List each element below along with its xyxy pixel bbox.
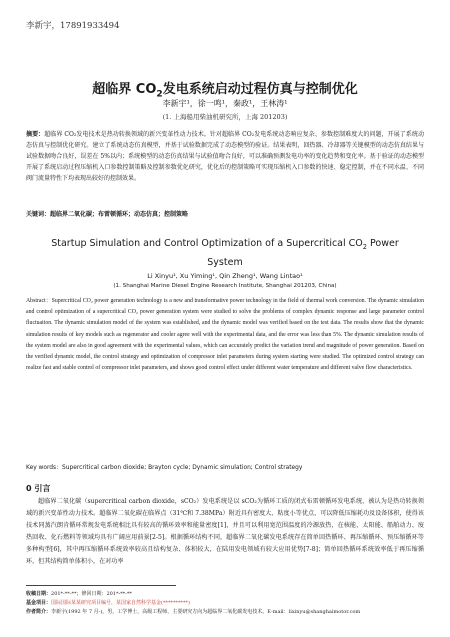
footnote-fund bbox=[26, 599, 424, 608]
abstract-cn bbox=[26, 129, 424, 184]
affiliation-cn: (1. 上海船用柴油机研究所，上海 201203) bbox=[162, 113, 288, 121]
title-cn-pre: 超临界 CO bbox=[92, 82, 157, 97]
abstract-en-label: Abstract： bbox=[26, 298, 52, 304]
intro-paragraph: 超临界二氧化碳（supercritical carbon dioxide，sCO₂）发电系统是以 sCO₂为循环工质的闭式布雷顿循环发电系统，被认为是热功转换领域的新兴变革性动力技术。超临界二氧化碳在临界点（31℃和 7.38MPa）附近具有密度大、粘度小等优点，可以降低压缩耗功及设备体积，使得该技术同蒸汽朗肯循环常规发电系统相比具有较高的循环效率和能量密度[1]，并且可以利用宽范围温度的冷源放热，在核能、太阳能、船舶动力、废热回收、化石燃料等领域均具有广阔应用前景[2-5]。根据循环结构不同，超临界二氧化碳发电系统存在简单回热循环、再压缩循环、预压缩循环等多种构型[6]，其中再压缩循环系统效率较高且结构复杂、体积较大，在陆用发电领域有较大应用优势[7-8]；简单回热循环系统效率低于再压缩循环，但其结构简单体积小，在对功率 bbox=[26, 498, 424, 566]
received-label: 收稿日期： bbox=[26, 591, 52, 597]
title-en bbox=[40, 236, 410, 271]
keywords-en-label: Key words： bbox=[26, 465, 62, 471]
abstract-cn-label: 摘要： bbox=[26, 131, 45, 138]
author-text: 李新宇(1992 年 7 月-)，男，工学博士，高级工程师，主要研究方向为超临界二氧化碳发电技术。E-mail：lixinyu@shanghaimotor.com bbox=[51, 609, 361, 615]
title-en-sub: 2 bbox=[362, 242, 368, 251]
fund-text: 国际国际某某研究项目编号，某国家自然科学基金(**********) bbox=[51, 600, 190, 606]
received-text: 201*-**-**；修回日期：201*-**-** bbox=[51, 591, 132, 597]
keywords-en bbox=[26, 462, 424, 471]
title-en-pre: Startup Simulation and Control Optimization of a Supercritical CO bbox=[51, 238, 363, 249]
title-en-post: Power System bbox=[207, 238, 399, 268]
footnote-received bbox=[26, 590, 424, 599]
section-heading-intro: 0 引言 bbox=[26, 484, 51, 493]
abstract-cn-text: 超临界 CO₂发电技术是热功转换领域的新兴变革性动力技术。针对超临界 CO₂发电系统动态响应复杂、参数控制难度大的问题，开展了系统动态仿真与控制优化研究。建立了系统动态仿真模型，并基于试验数据完成了动态模型的验证。结果表明，回热器、冷却器等关键模型的动态仿真结果与试验数据吻合良好，误差在 5%以内；系统模型的动态仿真结果与试验值吻合良好，可以准确预测发电功率的变化趋势和变化率。基于验证的动态模型开展了系统启动过程压缩机入口参数控制策略及控制参数优化研究，优化后的控制策略可实现压缩机入口参数的快速、稳定控制，并在不同水温、不同阀门流量特性下均表现出较好的控制效果。 bbox=[26, 131, 424, 183]
title-cn bbox=[0, 78, 450, 100]
keywords-cn-text: 超临界二氧化碳；布雷顿循环；动态仿真；控制策略 bbox=[50, 211, 189, 218]
title-cn-sub: 2 bbox=[156, 89, 163, 100]
keywords-cn bbox=[26, 209, 424, 218]
footnote-author bbox=[26, 608, 424, 617]
header-meta: 李新宇，17891933494 bbox=[26, 21, 120, 31]
authors-en: Li Xinyu¹, Xu Yiming¹, Qin Zheng¹, Wang Lintao¹ bbox=[147, 272, 303, 280]
title-cn-post: 发电系统启动过程仿真与控制优化 bbox=[162, 82, 358, 97]
keywords-cn-label: 关键词： bbox=[26, 211, 51, 218]
author-label: 作者简介： bbox=[26, 609, 52, 615]
footnote-divider bbox=[26, 585, 176, 586]
authors-cn: 李新宇¹，徐一鸣¹，秦政¹，王林涛¹ bbox=[162, 99, 288, 108]
footnotes bbox=[26, 590, 424, 617]
fund-label: 基金项目： bbox=[26, 600, 52, 606]
keywords-en-text: Supercritical carbon dioxide; Brayton cycle; Dynamic simulation; Control strategy bbox=[62, 465, 303, 471]
abstract-en-text: Supercritical CO₂ power generation technology is a new and transformative power technology in the field of thermal work conversion. The dynamic simulation and control optimization of a supercritical CO₂ power generation system were studied to solve the problems of complex dynamic response and large parameter control fluctuation. The dynamic simulation model of the system was established, and the dynamic model was verified based on the test data. The results show that the dynamic simulation results of key models such as regenerator and cooler agree well with the experimental data, and the error was less than 5%. The dynamic simulation results of the system model are also in good agreement with the experimental values, which can accurately predict the variation trend and magnitude of power generation. Based on the verified dynamic model, the control strategy and optimization of compressor inlet parameters during system starting were studied. The optimized control strategy can realize fast and stable control of compressor inlet parameters, and shows good control effect under different water temperature and different valve flow characteristics. bbox=[26, 298, 424, 372]
affiliation-en: (1. Shanghai Marine Diesel Engine Research Institute, Shanghai 201203, China) bbox=[113, 283, 337, 289]
abstract-en bbox=[26, 296, 424, 374]
